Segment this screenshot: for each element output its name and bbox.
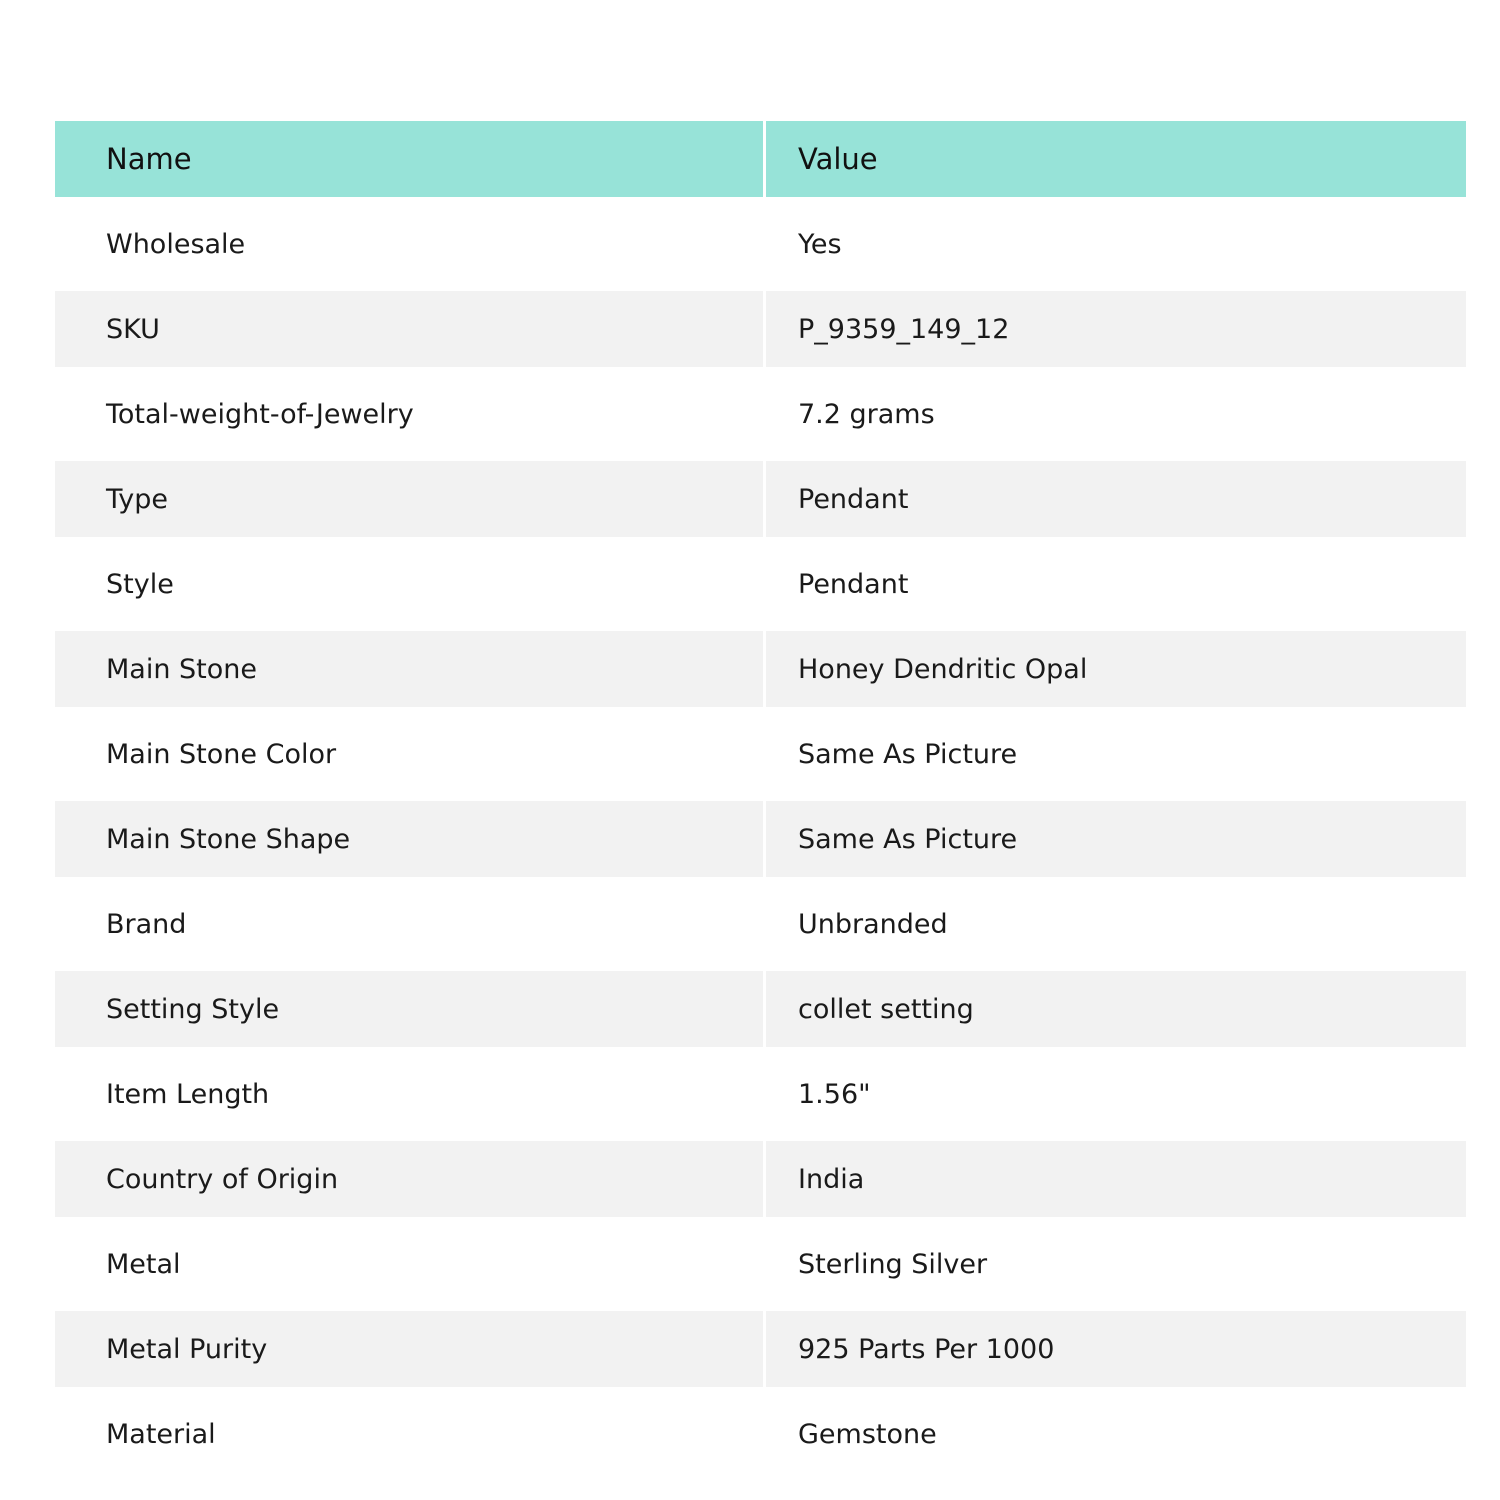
table-row — [55, 1311, 1466, 1387]
attribute-value: Unbranded — [766, 877, 1466, 971]
attribute-value: 925 Parts Per 1000 — [766, 1311, 1466, 1387]
attribute-name: Main Stone Color — [55, 707, 766, 801]
table-row — [55, 537, 1466, 631]
attribute-name: SKU — [55, 291, 766, 367]
attribute-value: Yes — [766, 197, 1466, 291]
table-row — [55, 971, 1466, 1047]
table-row — [55, 707, 1466, 801]
attribute-name: Style — [55, 537, 766, 631]
table-row — [55, 631, 1466, 707]
table-row — [55, 1217, 1466, 1311]
attribute-name: Material — [55, 1387, 766, 1481]
table-row — [55, 877, 1466, 971]
attribute-value: 7.2 grams — [766, 367, 1466, 461]
attribute-value: P_9359_149_12 — [766, 291, 1466, 367]
attribute-name: Metal — [55, 1217, 766, 1311]
attribute-name: Total-weight-of-Jewelry — [55, 367, 766, 461]
attribute-name: Setting Style — [55, 971, 766, 1047]
table-row — [55, 801, 1466, 877]
attribute-name: Country of Origin — [55, 1141, 766, 1217]
attribute-value: Honey Dendritic Opal — [766, 631, 1466, 707]
specifications-table — [55, 121, 1466, 1481]
attribute-name: Metal Purity — [55, 1311, 766, 1387]
attribute-value: Sterling Silver — [766, 1217, 1466, 1311]
attribute-value: 1.56" — [766, 1047, 1466, 1141]
attribute-name: Brand — [55, 877, 766, 971]
table-row — [55, 1141, 1466, 1217]
table-header — [55, 121, 1466, 197]
header-row — [55, 121, 1466, 197]
table-row — [55, 197, 1466, 291]
name-column-header: Name — [55, 121, 766, 197]
attribute-value: India — [766, 1141, 1466, 1217]
attribute-name: Main Stone — [55, 631, 766, 707]
attribute-name: Main Stone Shape — [55, 801, 766, 877]
table-body — [55, 197, 1466, 1481]
table-row — [55, 461, 1466, 537]
attribute-name: Type — [55, 461, 766, 537]
attribute-value: Gemstone — [766, 1387, 1466, 1481]
table-row — [55, 1387, 1466, 1481]
attribute-value: collet setting — [766, 971, 1466, 1047]
value-column-header: Value — [766, 121, 1466, 197]
attribute-value: Same As Picture — [766, 707, 1466, 801]
attribute-value: Pendant — [766, 461, 1466, 537]
table-row — [55, 291, 1466, 367]
attribute-name: Item Length — [55, 1047, 766, 1141]
attribute-value: Same As Picture — [766, 801, 1466, 877]
table-row — [55, 367, 1466, 461]
table-row — [55, 1047, 1466, 1141]
attribute-value: Pendant — [766, 537, 1466, 631]
attribute-name: Wholesale — [55, 197, 766, 291]
